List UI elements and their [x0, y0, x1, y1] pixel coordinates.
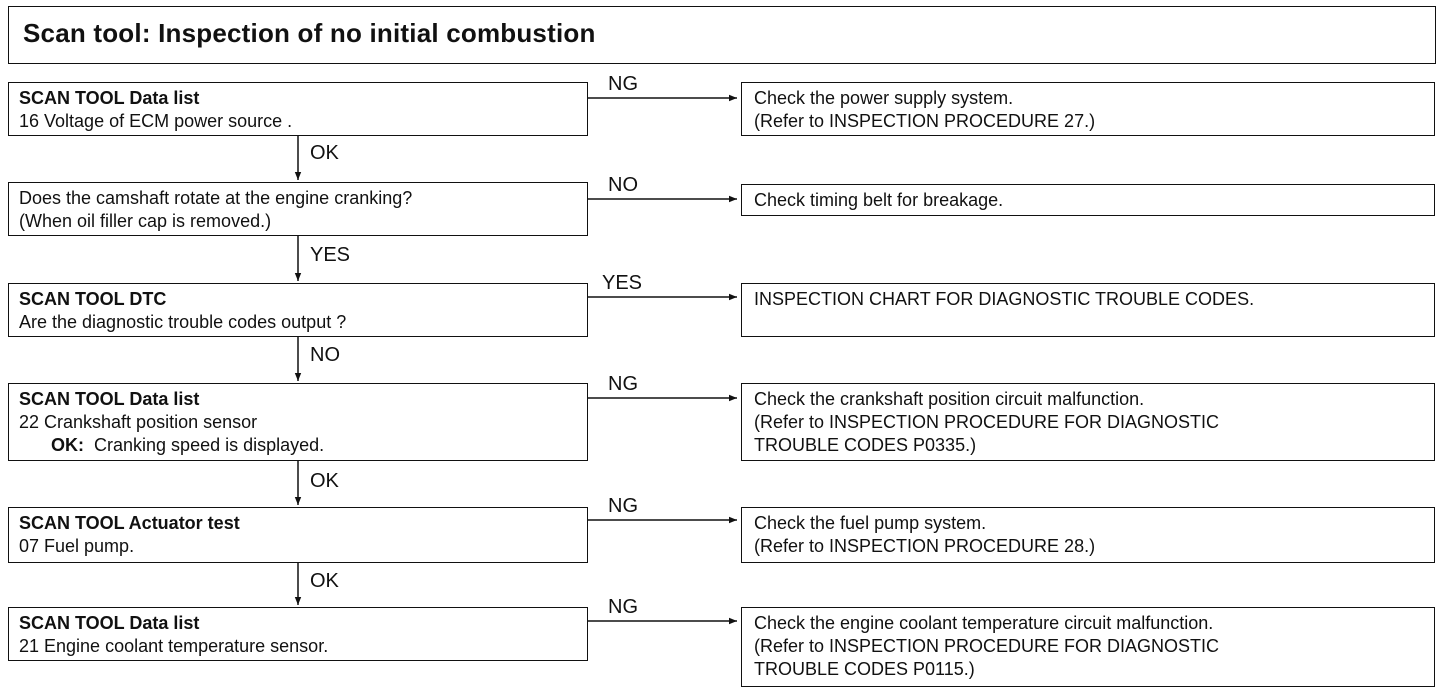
ok-criterion-text: Cranking speed is displayed.	[94, 435, 325, 455]
side-label-1: NG	[608, 73, 638, 95]
step-box-3	[8, 283, 588, 337]
step-box-4	[8, 383, 588, 461]
result-text: Check the fuel pump system.	[754, 513, 987, 533]
ok-prefix: OK:	[51, 435, 84, 455]
step-text: Are the diagnostic trouble codes output ?	[19, 312, 347, 332]
result-text: (Refer to INSPECTION PROCEDURE 28.)	[754, 536, 1096, 556]
side-label-2: NO	[608, 174, 638, 196]
side-label-3: YES	[602, 272, 643, 294]
page-title: Scan tool: Inspection of no initial combustion	[23, 18, 596, 48]
result-box-1	[741, 82, 1435, 136]
step-heading: SCAN TOOL Data list	[19, 613, 200, 633]
step-text: 07 Fuel pump.	[19, 536, 135, 556]
step-text: 21 Engine coolant temperature sensor.	[19, 636, 329, 656]
step-text: (When oil filler cap is removed.)	[19, 211, 272, 231]
side-label-6: NG	[608, 596, 638, 618]
side-label-4: NG	[608, 373, 638, 395]
step-heading: SCAN TOOL Data list	[19, 88, 200, 108]
result-text: (Refer to INSPECTION PROCEDURE FOR DIAGNOSTIC	[754, 636, 1220, 656]
step-text: 16 Voltage of ECM power source .	[19, 111, 293, 131]
step-heading: SCAN TOOL Data list	[19, 389, 200, 409]
result-text: Check the power supply system.	[754, 88, 1014, 108]
down-label-1: OK	[310, 142, 339, 164]
result-box-4	[741, 383, 1435, 461]
down-label-5: OK	[310, 570, 339, 592]
result-text: Check the engine coolant temperature circuit malfunction.	[754, 613, 1214, 633]
side-label-5: NG	[608, 495, 638, 517]
result-text: TROUBLE CODES P0115.)	[754, 659, 975, 679]
step-heading: SCAN TOOL DTC	[19, 289, 167, 309]
down-label-2: YES	[310, 244, 351, 266]
step-box-2	[8, 182, 588, 236]
result-text: Check timing belt for breakage.	[754, 190, 1004, 210]
step-heading: SCAN TOOL Actuator test	[19, 513, 240, 533]
step-text: 22 Crankshaft position sensor	[19, 412, 258, 432]
result-text: INSPECTION CHART FOR DIAGNOSTIC TROUBLE CODES.	[754, 289, 1255, 309]
ok-criterion	[19, 434, 577, 457]
result-box-5	[741, 507, 1435, 563]
result-text: (Refer to INSPECTION PROCEDURE 27.)	[754, 111, 1096, 131]
step-box-1	[8, 82, 588, 136]
down-label-4: OK	[310, 470, 339, 492]
result-box-2	[741, 184, 1435, 216]
result-box-3	[741, 283, 1435, 337]
result-text: TROUBLE CODES P0335.)	[754, 435, 977, 455]
result-box-6	[741, 607, 1435, 687]
down-label-3: NO	[310, 344, 340, 366]
step-box-6	[8, 607, 588, 661]
result-text: (Refer to INSPECTION PROCEDURE FOR DIAGNOSTIC	[754, 412, 1220, 432]
result-text: Check the crankshaft position circuit malfunction.	[754, 389, 1145, 409]
step-text: Does the camshaft rotate at the engine cranking?	[19, 188, 413, 208]
step-box-5	[8, 507, 588, 563]
